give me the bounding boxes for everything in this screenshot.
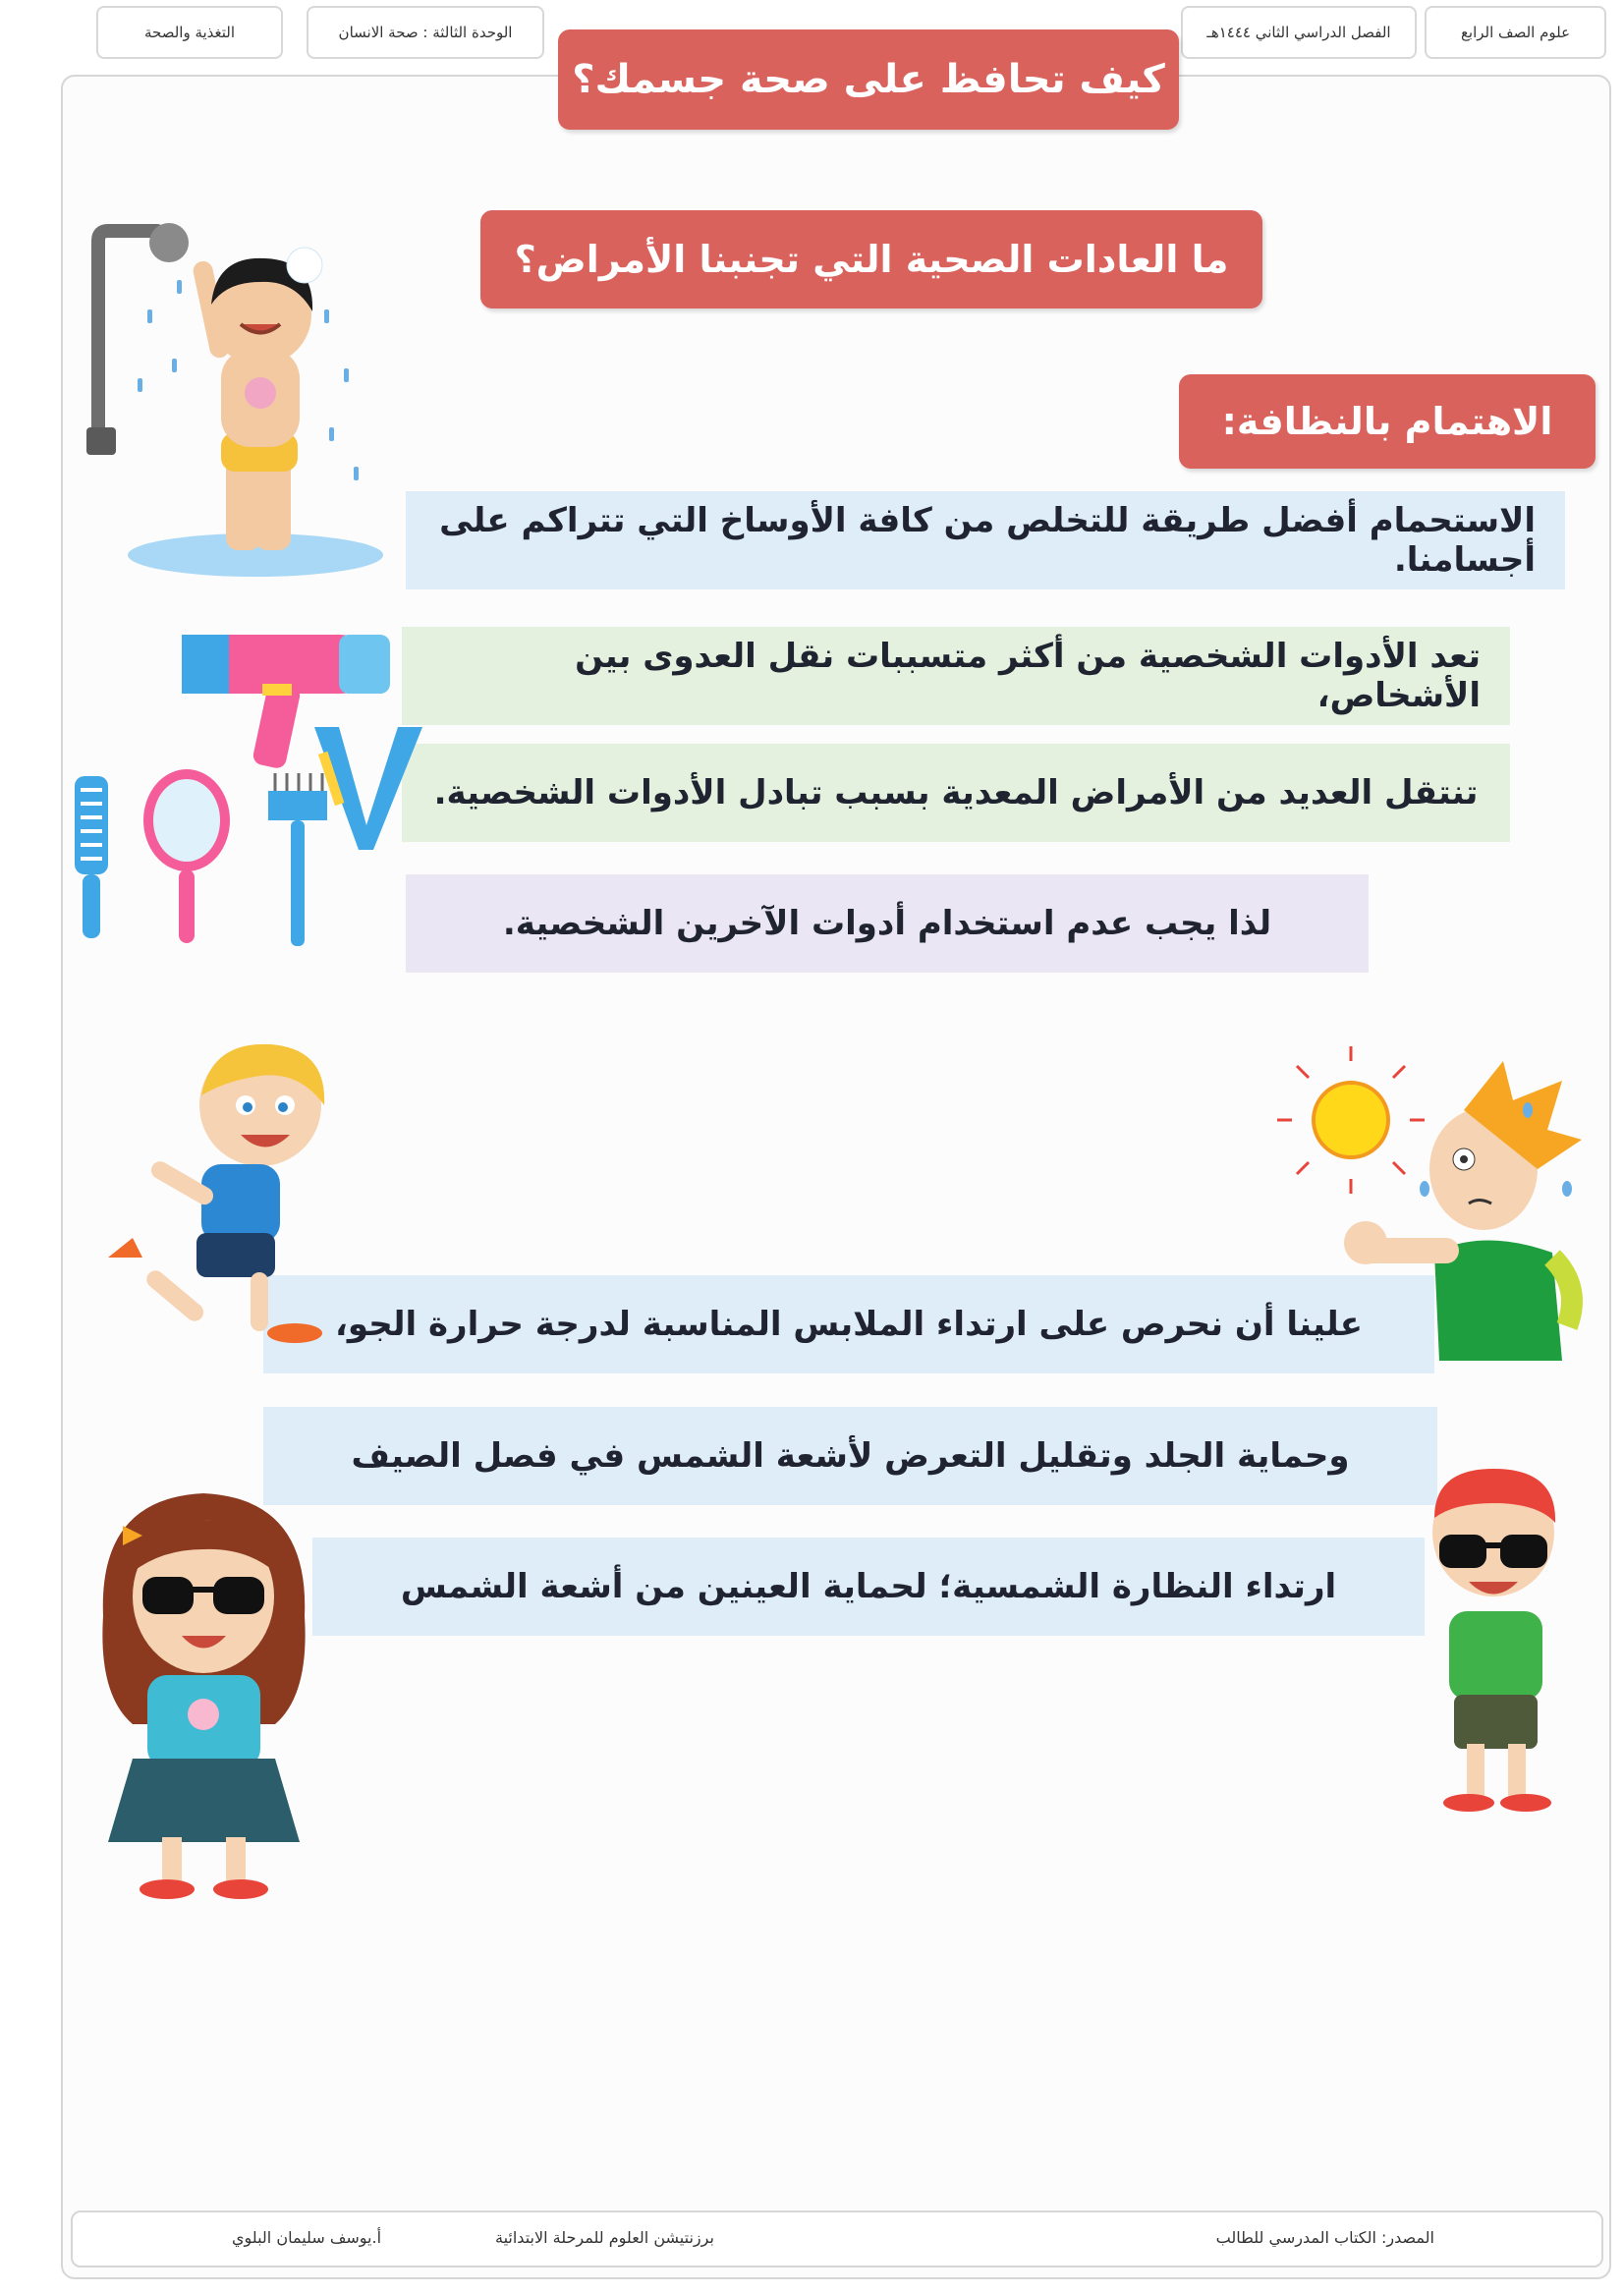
statement-clothes-text: علينا أن نحرص على ارتداء الملابس المناسبة لدرجة حرارة الجو، — [334, 1305, 1364, 1344]
sunglasses-girl-icon — [88, 1479, 319, 1901]
hairbrush-icon — [71, 776, 112, 943]
header-unit-text: الوحدة الثالثة : صحة الانسان — [338, 24, 513, 41]
statement-diseases-spread — [402, 744, 1510, 842]
statement-sunglasses — [312, 1538, 1425, 1636]
footer-source: المصدر: الكتاب المدرسي للطالب — [1215, 2228, 1434, 2247]
footer — [71, 2211, 1603, 2267]
section-heading-text: الاهتمام بالنظافة: — [1221, 400, 1553, 443]
footer-presentation: برزنتيشن العلوم للمرحلة الابتدائية — [495, 2228, 714, 2247]
hair-straightener-icon — [305, 722, 432, 860]
header-semester-text: الفصل الدراسي الثاني ١٤٤٤هـ — [1206, 24, 1391, 41]
hand-mirror-icon — [138, 766, 236, 948]
statement-clothes — [263, 1275, 1434, 1373]
running-boy-icon — [103, 1036, 334, 1346]
page-title-text: كيف تحافظ على صحة جسمك؟ — [572, 57, 1165, 102]
footer-author: أ.يوسف سليمان البلوي — [232, 2228, 382, 2247]
statement-dont-share-text: لذا يجب عدم استخدام أدوات الآخرين الشخصية. — [502, 904, 1272, 943]
header-unit — [307, 6, 544, 59]
statement-skin-protection-text: وحماية الجلد وتقليل التعرض لأشعة الشمس في فصل الصيف — [351, 1436, 1350, 1476]
header-subject — [1425, 6, 1606, 59]
section-heading — [1179, 374, 1596, 469]
statement-bathing — [406, 491, 1565, 589]
header-lesson-text: التغذية والصحة — [143, 24, 236, 41]
statement-personal-tools-text: تعد الأدوات الشخصية من أكثر متسببات نقل العدوى بين الأشخاص، — [575, 637, 1481, 715]
sunglasses-boy-icon — [1410, 1464, 1577, 1822]
header-lesson — [96, 6, 283, 59]
page-title — [558, 29, 1179, 130]
statement-diseases-spread-text: تنتقل العديد من الأمراض المعدية بسبب تبادل الأدوات الشخصية. — [433, 773, 1479, 812]
statement-sunglasses-text: ارتداء النظارة الشمسية؛ لحماية العينين من أشعة الشمس — [400, 1567, 1337, 1606]
question-heading — [480, 210, 1262, 308]
statement-personal-tools — [402, 627, 1510, 725]
statement-skin-protection — [263, 1407, 1437, 1505]
question-text: ما العادات الصحية التي تجنبنا الأمراض؟ — [514, 238, 1229, 281]
shower-boy-icon — [79, 221, 418, 585]
header-subject-text: علوم الصف الرابع — [1460, 24, 1571, 41]
header-semester — [1181, 6, 1417, 59]
statement-bathing-text: الاستحمام أفضل طريقة للتخلص من كافة الأوساخ التي تتراكم على أجسامنا. — [439, 501, 1536, 580]
statement-dont-share — [406, 874, 1369, 973]
hot-sun-boy-icon — [1267, 1041, 1606, 1366]
